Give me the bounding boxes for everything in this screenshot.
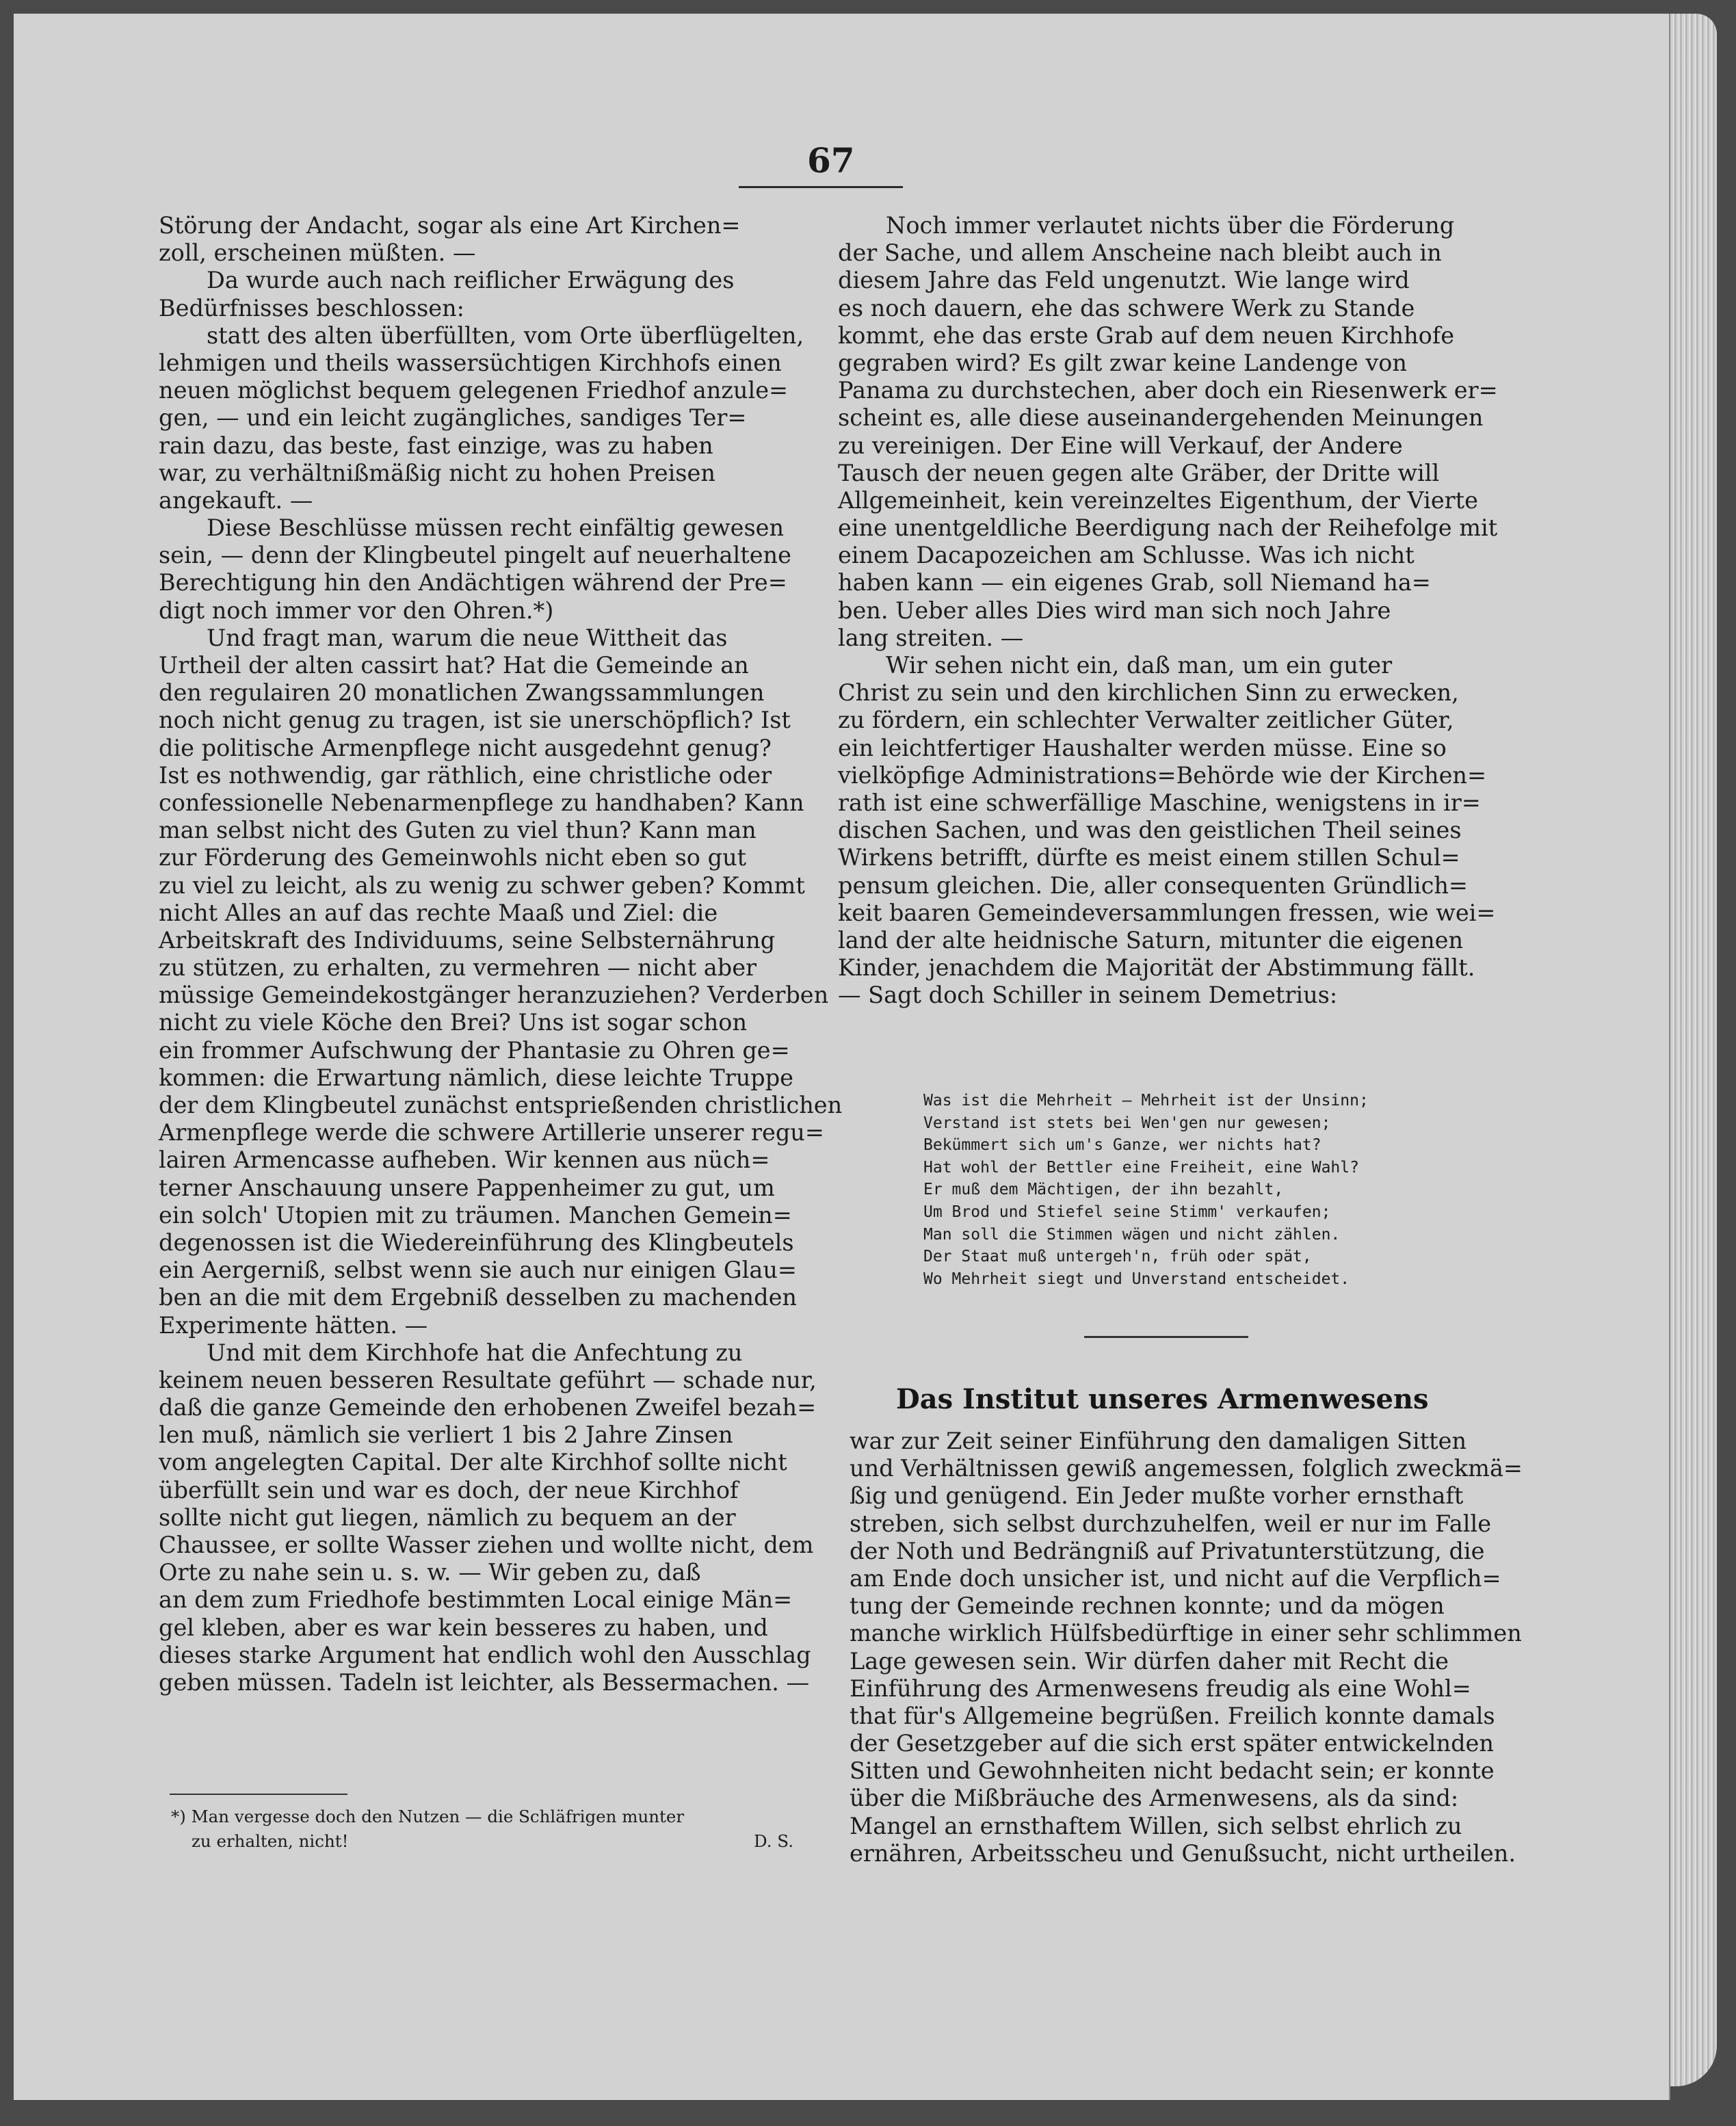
text-line: es noch dauern, ehe das schwere Werk zu Stande xyxy=(838,294,1415,321)
text-line: Sitten und Gewohnheiten nicht bedacht sein; er konnte xyxy=(850,1757,1495,1785)
text-line: digt noch immer vor den Ohren.*) xyxy=(159,596,554,624)
text-line: daß die ganze Gemeinde den erhobenen Zweifel bezah= xyxy=(159,1394,817,1421)
text-line: vom angelegten Capital. Der alte Kirchhof sollte nicht xyxy=(159,1449,787,1476)
text-line: lairen Armencasse aufheben. Wir kennen aus nüch= xyxy=(159,1146,770,1174)
text-line: diesem Jahre das Feld ungenutzt. Wie lange wird xyxy=(838,267,1410,294)
text-line: Chaussee, er sollte Wasser ziehen und wollte nicht, dem xyxy=(159,1532,814,1558)
text-line: der Noth und Bedrängniß auf Privatunterstützung, die xyxy=(850,1537,1485,1564)
text-line: Armenpflege werde die schwere Artillerie unserer regu= xyxy=(159,1119,824,1146)
text-line: rath ist eine schwerfällige Maschine, wenigstens in ir= xyxy=(838,789,1481,816)
text-line: Störung der Andacht, sogar als eine Art Kirchen= xyxy=(159,212,741,239)
text-line: Hat wohl der Bettler eine Freiheit, eine Wahl? xyxy=(923,1158,1359,1177)
text-line: ben an die mit dem Ergebniß desselben zu machenden xyxy=(159,1284,797,1311)
text-line: nicht Alles an auf das rechte Maaß und Ziel: die xyxy=(159,899,718,926)
text-line: Diese Beschlüsse müssen recht einfältig gewesen xyxy=(207,514,785,542)
text-line: degenossen ist die Wiedereinführung des Klingbeutels xyxy=(159,1229,794,1256)
text-line: ben. Ueber alles Dies wird man sich noch Jahre xyxy=(838,596,1391,624)
footnote-rule xyxy=(170,1794,347,1795)
text-line: überfüllt sein und war es doch, der neue Kirchhof xyxy=(159,1476,739,1504)
text-line: ein solch' Utopien mit zu träumen. Manchen Gemein= xyxy=(159,1201,792,1229)
footnote xyxy=(171,1805,807,1854)
text-line: len muß, nämlich sie verliert 1 bis 2 Jahre Zinsen xyxy=(159,1421,733,1449)
text-line: Um Brod und Stiefel seine Stimm' verkaufen; xyxy=(923,1203,1331,1221)
text-line: vielköpfige Administrations=Behörde wie der Kirchen= xyxy=(838,761,1487,789)
text-line: ein leichtfertiger Haushalter werden müsse. Eine so xyxy=(838,734,1447,761)
text-line: Da wurde auch nach reiflicher Erwägung des xyxy=(207,267,735,294)
text-line: lang streiten. — xyxy=(838,624,1024,651)
text-line: zu vereinigen. Der Eine will Verkauf, der Andere xyxy=(838,432,1403,459)
text-line: kommt, ehe das erste Grab auf dem neuen Kirchhofe xyxy=(838,321,1455,349)
text-line: terner Anschauung unsere Pappenheimer zu gut, um xyxy=(159,1174,775,1201)
poem-quote xyxy=(923,1090,1471,1290)
text-line: scheint es, alle diese auseinandergehenden Meinungen xyxy=(838,404,1484,432)
text-line: Wirkens betrifft, dürfte es meist einem stillen Schul= xyxy=(838,844,1460,871)
text-line: zu stützen, zu erhalten, zu vermehren — nicht aber xyxy=(159,954,757,982)
left-column xyxy=(159,212,843,1696)
text-line: am Ende doch unsicher ist, und nicht auf die Verpflich= xyxy=(850,1564,1501,1592)
text-line: der Sache, und allem Anscheine nach bleibt auch in xyxy=(838,239,1442,267)
text-line: Verstand ist stets bei Wen'gen nur gewesen; xyxy=(923,1114,1331,1132)
footnote-line: *) Man vergesse doch den Nutzen — die Schläfrigen munter xyxy=(171,1807,685,1826)
text-line: ßig und genügend. Ein Jeder mußte vorher ernsthaft xyxy=(850,1482,1464,1510)
book-page xyxy=(14,14,1670,2100)
text-line: der dem Klingbeutel zunächst entsprießenden christlichen xyxy=(159,1092,843,1118)
text-line: an dem zum Friedhofe bestimmten Local einige Män= xyxy=(159,1586,793,1614)
text-line: einem Dacapozeichen am Schlusse. Was ich nicht xyxy=(838,542,1415,569)
text-line: Er muß dem Mächtigen, der ihn bezahlt, xyxy=(923,1181,1284,1199)
text-line: Experimente hätten. — xyxy=(159,1311,428,1339)
text-line: die politische Armenpflege nicht ausgedehnt genug? xyxy=(159,734,772,761)
text-line: Allgemeinheit, kein vereinzeltes Eigenthum, der Vierte xyxy=(838,486,1478,514)
text-line: zu viel zu leicht, als zu wenig zu schwer geben? Kommt xyxy=(159,871,805,899)
text-line: Mangel an ernsthaftem Willen, sich selbst ehrlich zu xyxy=(850,1812,1462,1839)
text-line: Und fragt man, warum die neue Wittheit das xyxy=(207,624,728,651)
text-line: dischen Sachen, und was den geistlichen Theil seines xyxy=(838,817,1462,844)
text-line: zur Förderung des Gemeinwohls nicht eben so gut xyxy=(159,844,747,871)
text-line: zu fördern, ein schlechter Verwalter zeitlicher Güter, xyxy=(838,707,1454,734)
text-line: ein frommer Aufschwung der Phantasie zu Ohren ge= xyxy=(159,1036,790,1064)
text-line: rain dazu, das beste, fast einzige, was zu haben xyxy=(159,432,713,459)
text-line: Bekümmert sich um's Ganze, wer nichts hat? xyxy=(923,1136,1321,1155)
footnote-text: zu erhalten, nicht! xyxy=(192,1831,349,1851)
footnote-signature: D. S. xyxy=(753,1831,793,1851)
text-line: zoll, erscheinen müßten. — xyxy=(159,239,476,267)
text-line: angekauft. — xyxy=(159,486,313,514)
text-line: neuen möglichst bequem gelegenen Friedhof anzule= xyxy=(159,377,789,404)
text-line: Wir sehen nicht ein, daß man, um ein guter xyxy=(886,652,1393,679)
text-line: land der alte heidnische Saturn, mitunter die eigenen xyxy=(838,926,1464,954)
section-heading: Das Institut unseres Armenwesens xyxy=(896,1383,1429,1415)
text-line: Wo Mehrheit siegt und Unverstand entscheidet. xyxy=(923,1270,1350,1288)
text-line: kommen: die Erwartung nämlich, diese leichte Truppe xyxy=(159,1064,794,1091)
text-line: statt des alten überfüllten, vom Orte überflügelten, xyxy=(207,321,804,349)
text-line: und Verhältnissen gewiß angemessen, folglich zweckmä= xyxy=(850,1455,1523,1482)
text-line: müssige Gemeindekostgänger heranzuziehen? Verderben xyxy=(159,982,829,1009)
text-line: Kinder, jenachdem die Majorität der Abstimmung fällt. xyxy=(838,954,1475,982)
text-line: Der Staat muß untergeh'n, früh oder spät, xyxy=(923,1248,1312,1266)
text-line: noch nicht genug zu tragen, ist sie unerschöpflich? Ist xyxy=(159,707,791,734)
text-line: streben, sich selbst durchzuhelfen, weil er nur im Falle xyxy=(850,1510,1492,1537)
text-line: ernähren, Arbeitsscheu und Genußsucht, nicht urtheilen. xyxy=(850,1839,1516,1867)
text-line: Christ zu sein und den kirchlichen Sinn zu erwecken, xyxy=(838,679,1459,707)
text-line: Bedürfnisses beschlossen: xyxy=(159,294,464,321)
right-column xyxy=(838,212,1498,1009)
text-line: confessionelle Nebenarmenpflege zu handhaben? Kann xyxy=(159,789,804,816)
text-line: Panama zu durchstechen, aber doch ein Riesenwerk er= xyxy=(838,377,1498,404)
text-line: gegraben wird? Es gilt zwar keine Landenge von xyxy=(838,349,1408,376)
text-line: dieses starke Argument hat endlich wohl den Ausschlag xyxy=(159,1641,811,1668)
text-line: ein Aergerniß, selbst wenn sie auch nur einigen Glau= xyxy=(159,1257,797,1284)
text-line: gel kleben, aber es war kein besseres zu haben, und xyxy=(159,1614,768,1641)
text-line: Einführung des Armenwesens freudig als eine Wohl= xyxy=(850,1675,1471,1702)
header-rule xyxy=(739,186,903,188)
text-line: lehmigen und theils wassersüchtigen Kirchhofs einen xyxy=(159,349,782,376)
text-line: war zur Zeit seiner Einführung den damaligen Sitten xyxy=(850,1428,1467,1454)
text-line: Berechtigung hin den Andächtigen während der Pre= xyxy=(159,569,787,596)
section-body xyxy=(850,1428,1523,1867)
text-line: über die Mißbräuche des Armenwesens, als da sind: xyxy=(850,1785,1459,1812)
text-line: that für's Allgemeine begrüßen. Freilich konnte damals xyxy=(850,1702,1495,1729)
text-line: Urtheil der alten cassirt hat? Hat die Gemeinde an xyxy=(159,652,749,679)
text-line: tung der Gemeinde rechnen konnte; und da mögen xyxy=(850,1592,1445,1620)
text-line: keit baaren Gemeindeversammlungen fressen, wie wei= xyxy=(838,899,1496,926)
section-divider xyxy=(1084,1336,1248,1338)
text-line: geben müssen. Tadeln ist leichter, als Bessermachen. — xyxy=(159,1668,810,1696)
text-line: der Gesetzgeber auf die sich erst später entwickelnden xyxy=(850,1730,1494,1757)
text-line: war, zu verhältnißmäßig nicht zu hohen Preisen xyxy=(159,459,715,486)
text-line: gen, — und ein leicht zugängliches, sandiges Ter= xyxy=(159,404,747,432)
footnote-line xyxy=(171,1829,807,1854)
text-line: pensum gleichen. Die, aller consequenten Gründlich= xyxy=(838,871,1469,899)
text-line: man selbst nicht des Guten zu viel thun? Kann man xyxy=(159,817,757,844)
text-line: Arbeitskraft des Individuums, seine Selbsternährung xyxy=(159,926,776,954)
text-line: eine unentgeldliche Beerdigung nach der Reihefolge mit xyxy=(838,514,1498,542)
text-line: nicht zu viele Köche den Brei? Uns ist sogar schon xyxy=(159,1009,748,1036)
text-line: Orte zu nahe sein u. s. w. — Wir geben zu, daß xyxy=(159,1559,701,1586)
text-line: Was ist die Mehrheit — Mehrheit ist der Unsinn; xyxy=(923,1092,1369,1110)
text-line: Noch immer verlautet nichts über die Förderung xyxy=(886,212,1455,239)
text-line: sollte nicht gut liegen, nämlich zu bequem an der xyxy=(159,1504,736,1531)
text-line: keinem neuen besseren Resultate geführt — schade nur, xyxy=(159,1366,817,1393)
text-line: haben kann — ein eigenes Grab, soll Niemand ha= xyxy=(838,569,1431,596)
text-line: Und mit dem Kirchhofe hat die Anfechtung zu xyxy=(207,1339,743,1366)
text-line: sein, — denn der Klingbeutel pingelt auf neuerhaltene xyxy=(159,542,791,569)
text-line: — Sagt doch Schiller in seinem Demetrius: xyxy=(838,982,1338,1009)
text-line: manche wirklich Hülfsbedürftige in einer sehr schlimmen xyxy=(850,1620,1522,1647)
page-number: 67 xyxy=(807,140,855,181)
text-line: Tausch der neuen gegen alte Gräber, der Dritte will xyxy=(838,459,1440,486)
text-line: Lage gewesen sein. Wir dürfen daher mit Recht die xyxy=(850,1647,1449,1675)
text-line: den regulairen 20 monatlichen Zwangssammlungen xyxy=(159,679,765,707)
text-line: Ist es nothwendig, gar räthlich, eine christliche oder xyxy=(159,761,772,789)
text-line: Man soll die Stimmen wägen und nicht zählen. xyxy=(923,1225,1341,1244)
